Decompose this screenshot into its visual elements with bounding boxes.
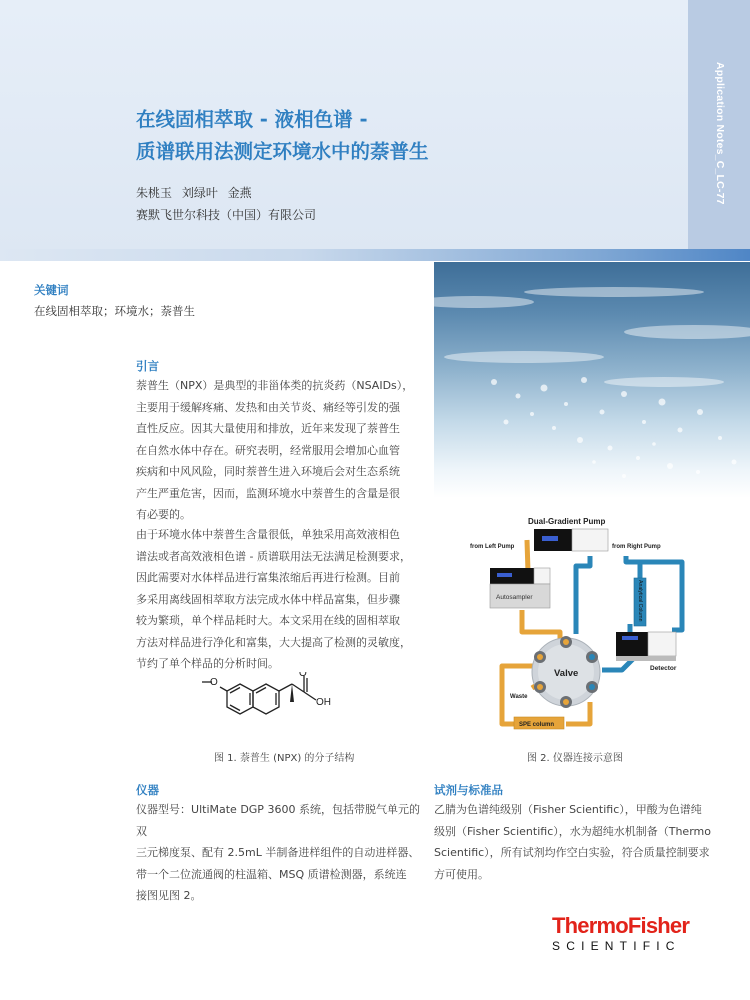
autosampler-label: Autosampler	[496, 594, 533, 601]
wedge-bond	[290, 684, 294, 702]
series-label: Application Notes_C_LC-77	[714, 62, 726, 205]
text-line: 谱法或者高效液相色谱 - 质谱联用法无法满足检测要求，	[136, 549, 411, 563]
text-line: 节约了单个样品的分析时间。	[136, 657, 279, 670]
title-line-1: 在线固相萃取 - 液相色谱 -	[136, 108, 368, 131]
molecule-svg	[196, 672, 366, 732]
water-photo	[434, 262, 750, 498]
text-line: 多采用离线固相萃取方法完成水体中样品富集，但步骤	[136, 592, 400, 606]
water-bubbles	[434, 262, 750, 498]
title-line-2: 质谱联用法测定环境水中的萘普生	[136, 140, 429, 163]
authors: 朱桃玉 刘绿叶 金燕	[136, 186, 252, 200]
text-line: 在自然水体中存在。研究表明，经常服用会增加心血管	[136, 443, 400, 457]
left-pump-label: from Left Pump	[470, 544, 515, 550]
logo-wordmark: ThermoFisher	[552, 913, 690, 938]
text-line: 三元梯度泵、配有 2.5mL 半制备进样组件的自动进样器、	[136, 846, 420, 859]
text-line: 产生严重危害，因而，监测环境水中萘普生的含量是很	[136, 486, 400, 500]
reagents-heading: 试剂与标准品	[434, 783, 503, 797]
text-line: 萘普生（NPX）是典型的非甾体类的抗炎药（NSAIDs），	[136, 379, 414, 392]
text-line: 方可使用。	[434, 867, 489, 881]
thermo-fisher-logo	[552, 914, 702, 954]
instrument-heading: 仪器	[136, 783, 159, 797]
diagram-svg	[462, 512, 702, 744]
instrument-paragraph	[136, 799, 420, 907]
text-line: 主要用于缓解疼痛、发热和由关节炎、痛经等引发的强	[136, 400, 400, 414]
hydroxyl-label: OH	[316, 697, 331, 708]
instrument-diagram	[462, 512, 702, 744]
text-line: 有必要的。	[136, 508, 191, 521]
waste-label: Waste	[510, 694, 528, 700]
reagents-paragraph	[434, 799, 718, 885]
column-label: Analytical Column	[637, 580, 643, 622]
intro-paragraph-1	[136, 375, 420, 526]
carbonyl-o: O	[299, 672, 307, 679]
figure1-caption: 图 1. 萘普生 (NPX) 的分子结构	[214, 753, 355, 764]
text-line: 仪器型号：UltiMate DGP 3600 系统，包括带脱气单元的双	[136, 803, 420, 838]
keywords-heading: 关键词	[34, 283, 69, 297]
figure2-caption: 图 2. 仪器连接示意图	[527, 753, 623, 764]
right-pump-label: from Right Pump	[612, 544, 661, 550]
detector	[616, 632, 676, 661]
text-line: 带一个二位流通阀的柱温箱、MSQ 质谱检测器，系统连	[136, 867, 407, 881]
logo-subtitle: SCIENTIFIC	[552, 939, 681, 953]
text-line: 由于环境水体中萘普生含量很低，单独采用高效液相色	[136, 528, 400, 541]
text-line: 方法对样品进行净化和富集，大大提高了检测的灵敏度，	[136, 635, 411, 649]
text-line: 较为繁琐，单个样品耗时大。本文采用在线的固相萃取	[136, 614, 400, 627]
text-line: 直性反应。因其大量使用和排放，近年来发现了萘普生	[136, 422, 400, 435]
autosampler	[490, 568, 550, 608]
page-title	[136, 104, 656, 168]
intro-paragraph-2	[136, 524, 420, 675]
intro-heading: 引言	[136, 359, 159, 373]
detector-label: Detector	[650, 665, 677, 672]
tube-blue	[576, 556, 590, 634]
affiliation: 赛默飞世尔科技（中国）有限公司	[136, 208, 317, 222]
text-line: 级别（Fisher Scientific），水为超纯水机制备（Thermo	[434, 824, 711, 838]
keywords-text: 在线固相萃取；环境水；萘普生	[34, 304, 195, 318]
text-line: 因此需要对水体样品进行富集浓缩后再进行检测。目前	[136, 571, 400, 584]
methoxy-o: O	[210, 677, 218, 688]
text-line: Scientific），所有试剂均作空白实验，符合质量控制要求	[434, 846, 710, 859]
tube-orange	[527, 540, 528, 572]
naproxen-structure	[196, 672, 366, 732]
valve-label: Valve	[554, 668, 579, 679]
text-line: 疾病和中风风险，同时萘普生进入环境后会对生态系统	[136, 465, 400, 478]
spe-label: SPE column	[519, 722, 555, 728]
pump-label: Dual-Gradient Pump	[528, 517, 606, 526]
text-line: 接图见图 2。	[136, 889, 202, 902]
header-divider	[0, 249, 750, 261]
text-line: 乙腈为色谱纯级别（Fisher Scientific），甲酸为色谱纯	[434, 803, 702, 816]
dual-gradient-pump	[534, 529, 608, 551]
